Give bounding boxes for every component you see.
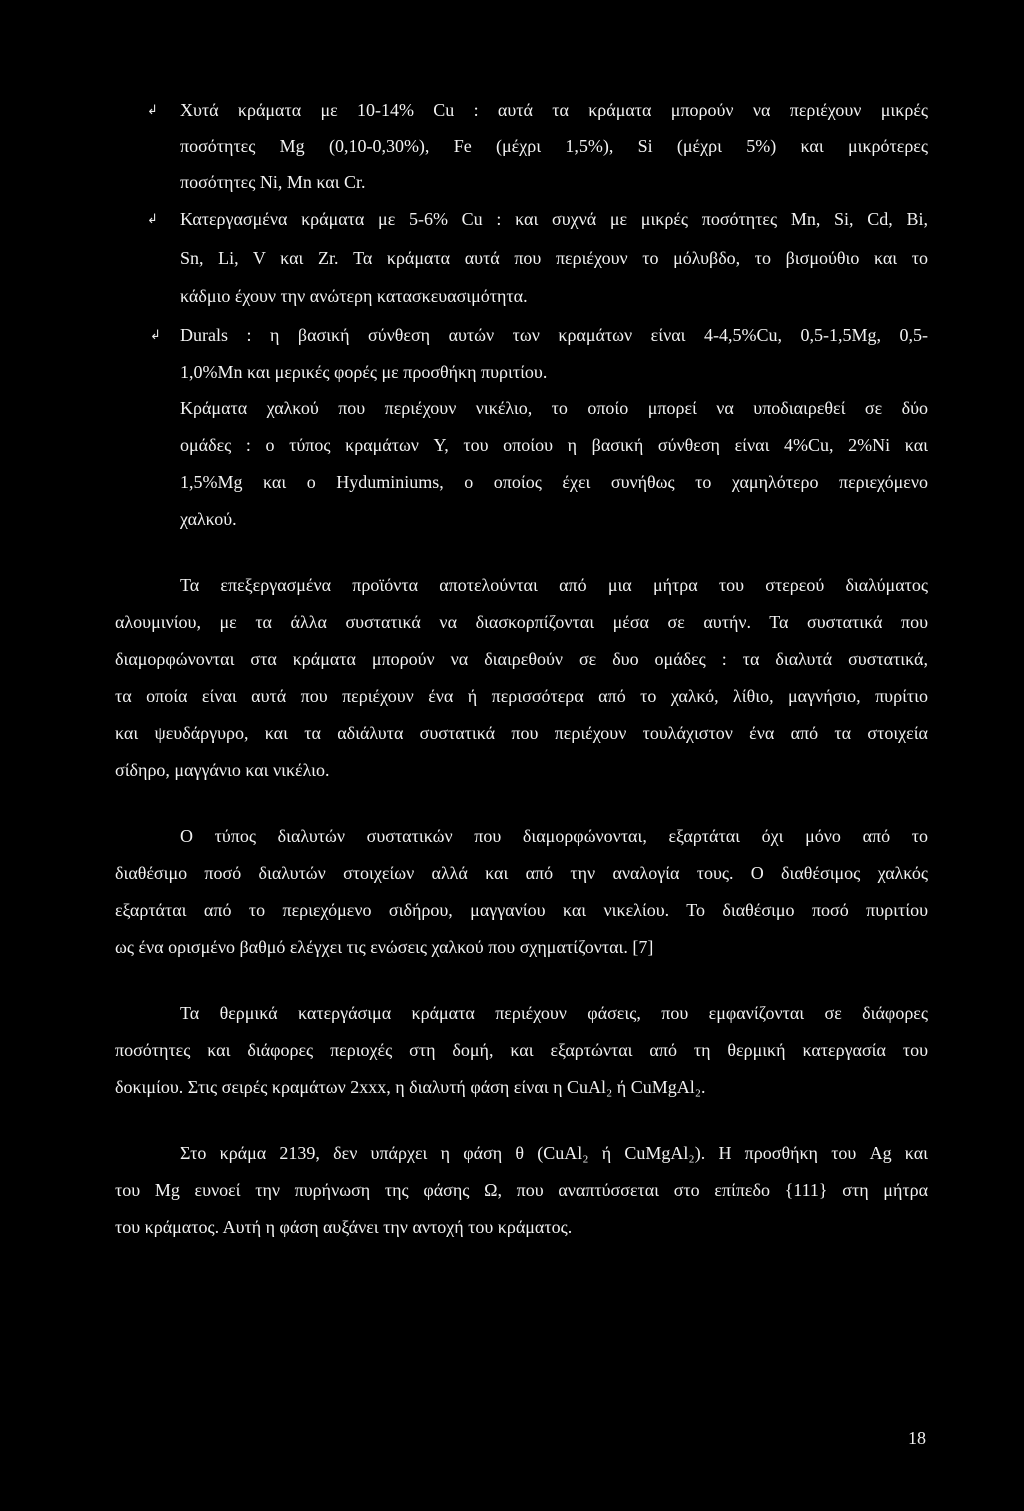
text-line: ποσότητες Mg (0,10-0,30%), Fe (μέχρι 1,5%), Si (μέχρι 5%) και μικρότερες [180,136,928,156]
text-line: Sn, Li, V και Zr. Τα κράματα αυτά που περιέχουν το μόλυβδο, το βισμούθιο και το [180,248,928,268]
text-line: αλουμινίου, με τα άλλα συστατικά να διασκορπίζονται μέσα σε αυτήν. Τα συστατικά που [115,612,928,632]
text-line: Κατεργασμένα κράματα με 5-6% Cu : και συχνά με μικρές ποσότητες Mn, Si, Cd, Bi, [180,209,928,229]
text-line: σίδηρο, μαγγάνιο και νικέλιο. [115,760,330,780]
bullet-arrow-icon: ↲ [150,328,161,343]
text-line: Durals : η βασική σύνθεση αυτών των κραμάτων είναι 4-4,5%Cu, 0,5-1,5Mg, 0,5- [180,325,928,345]
text-line: και ψευδάργυρο, και τα αδιάλυτα συστατικά που περιέχουν τουλάχιστον ένα από τα στοιχεία [115,723,928,743]
text-line: χαλκού. [180,509,237,529]
text-line: Τα θερμικά κατεργάσιμα κράματα περιέχουν φάσεις, που εμφανίζονται σε διάφορες [180,1003,928,1023]
text-line: Χυτά κράματα με 10-14% Cu : αυτά τα κράματα μπορούν να περιέχουν μικρές [180,100,928,120]
text-line: Τα επεξεργασμένα προϊόντα αποτελούνται από μια μήτρα του στερεού διαλύματος [180,575,928,595]
bullet-arrow-icon: ↲ [147,103,158,118]
text-line: 1,5%Mg και ο Hyduminiums, ο οποίος έχει συνήθως το χαμηλότερο περιεχόμενο [180,472,928,492]
text-line: Ο τύπος διαλυτών συστατικών που διαμορφώνονται, εξαρτάται όχι μόνο από το [180,826,928,846]
text-line: δοκιμίου. Στις σειρές κραμάτων 2xxx, η διαλυτή φάση είναι η CuAl₂ ή CuMgAl₂. [115,1077,706,1097]
text-line: του Mg ευνοεί την πυρήνωση της φάσης Ω, που αναπτύσσεται στο επίπεδο {111} στη μήτρα [115,1180,928,1200]
text-line: του κράματος. Αυτή η φάση αυξάνει την αντοχή του κράματος. [115,1217,573,1237]
text-line: 1,0%Mn και μερικές φορές με προσθήκη πυριτίου. [180,362,548,382]
text-line: Στο κράμα 2139, δεν υπάρχει η φάση θ (CuAl₂ ή CuMgAl₂). Η προσθήκη του Ag και [180,1143,928,1163]
text-line: ομάδες : ο τύπος κραμάτων Y, του οποίου η βασική σύνθεση είναι 4%Cu, 2%Ni και [180,435,928,455]
text-line: διαμορφώνονται στα κράματα μπορούν να διαιρεθούν σε δυο ομάδες : τα διαλυτά συστατικά, [115,649,928,669]
text-line: εξαρτάται από το περιεχόμενο σιδήρου, μαγγανίου και νικελίου. Το διαθέσιμο ποσό πυριτίου [115,900,928,920]
text-line: ως ένα ορισμένο βαθμό ελέγχει τις ενώσεις χαλκού που σχηματίζονται. [7] [115,937,654,957]
bullet-arrow-icon: ↲ [147,212,158,227]
text-line: κάδμιο έχουν την ανώτερη κατασκευασιμότητα. [180,286,528,306]
text-line: τα οποία είναι αυτά που περιέχουν ένα ή περισσότερα από το χαλκό, λίθιο, μαγνήσιο, πυρίτιο [115,686,928,706]
text-line: ποσότητες Ni, Mn και Cr. [180,172,366,192]
text-line: διαθέσιμο ποσό διαλυτών στοιχείων αλλά και από την αναλογία τους. Ο διαθέσιμος χαλκός [115,863,928,883]
text-line: Κράματα χαλκού που περιέχουν νικέλιο, το οποίο μπορεί να υποδιαιρεθεί σε δύο [180,398,928,418]
text-line: ποσότητες και διάφορες περιοχές στη δομή, και εξαρτώνται από τη θερμική κατεργασία του [115,1040,928,1060]
page-number: 18 [908,1428,926,1448]
